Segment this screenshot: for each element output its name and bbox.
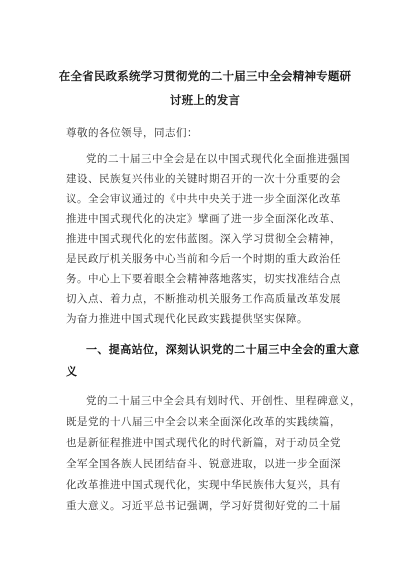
paragraph-line: 议。全会审议通过的《中共中央关于进一步全面深化改革 bbox=[66, 193, 341, 205]
greeting: 尊敬的各位领导，同志们： bbox=[66, 127, 198, 139]
paragraph-line: 全军全国各族人民团结奋斗、锐意进取，以进一步全面深 bbox=[66, 458, 341, 470]
paragraph-line: 推进中国式现代化的决定》擘画了进一步全面深化改革、 bbox=[66, 213, 341, 225]
section-heading-line-1: 一、提高站位，深刻认识党的二十届三中全会的重大意 bbox=[86, 343, 360, 356]
paragraph-line: 切入点、着力点，不断推动机关服务工作高质量改革发展 bbox=[66, 293, 341, 305]
document-title-line-2: 讨班上的发言 bbox=[169, 93, 241, 107]
paragraph-line: 党的二十届三中全会是在以中国式现代化全面推进强国 bbox=[86, 153, 350, 165]
paragraph-line: 化改革推进中国式现代化，实现中华民族伟大复兴，具有 bbox=[66, 479, 341, 491]
paragraph-line: 既是党的十八届三中全会以来全面深化改革的实践续篇， bbox=[66, 416, 341, 428]
paragraph-line: 重大意义。习近平总书记强调，学习好贯彻好党的二十届 bbox=[66, 500, 341, 512]
document-title-line-1: 在全省民政系统学习贯彻党的二十届三中全会精神专题研 bbox=[58, 69, 352, 83]
paragraph-line: 建设、民族复兴伟业的关键时期召开的一次十分重要的会 bbox=[66, 173, 341, 185]
paragraph-line: 也是新征程推进中国式现代化的时代新篇，对于动员全党 bbox=[66, 437, 341, 449]
paragraph-line: 推进中国式现代化的宏伟蓝图。深入学习贯彻全会精神， bbox=[66, 233, 341, 245]
paragraph-line: 务。中心上下要着眼全会精神落地落实，切实找准结合点 bbox=[66, 273, 341, 285]
paragraph-line: 党的二十届三中全会具有划时代、开创性、里程碑意义， bbox=[86, 395, 361, 407]
paragraph-line: 是民政厅机关服务中心当前和今后一个时期的重大政治任 bbox=[66, 253, 341, 265]
paragraph-line: 为奋力推进中国式现代化民政实践提供坚实保障。 bbox=[66, 313, 308, 325]
section-heading-line-2: 义 bbox=[66, 365, 78, 378]
